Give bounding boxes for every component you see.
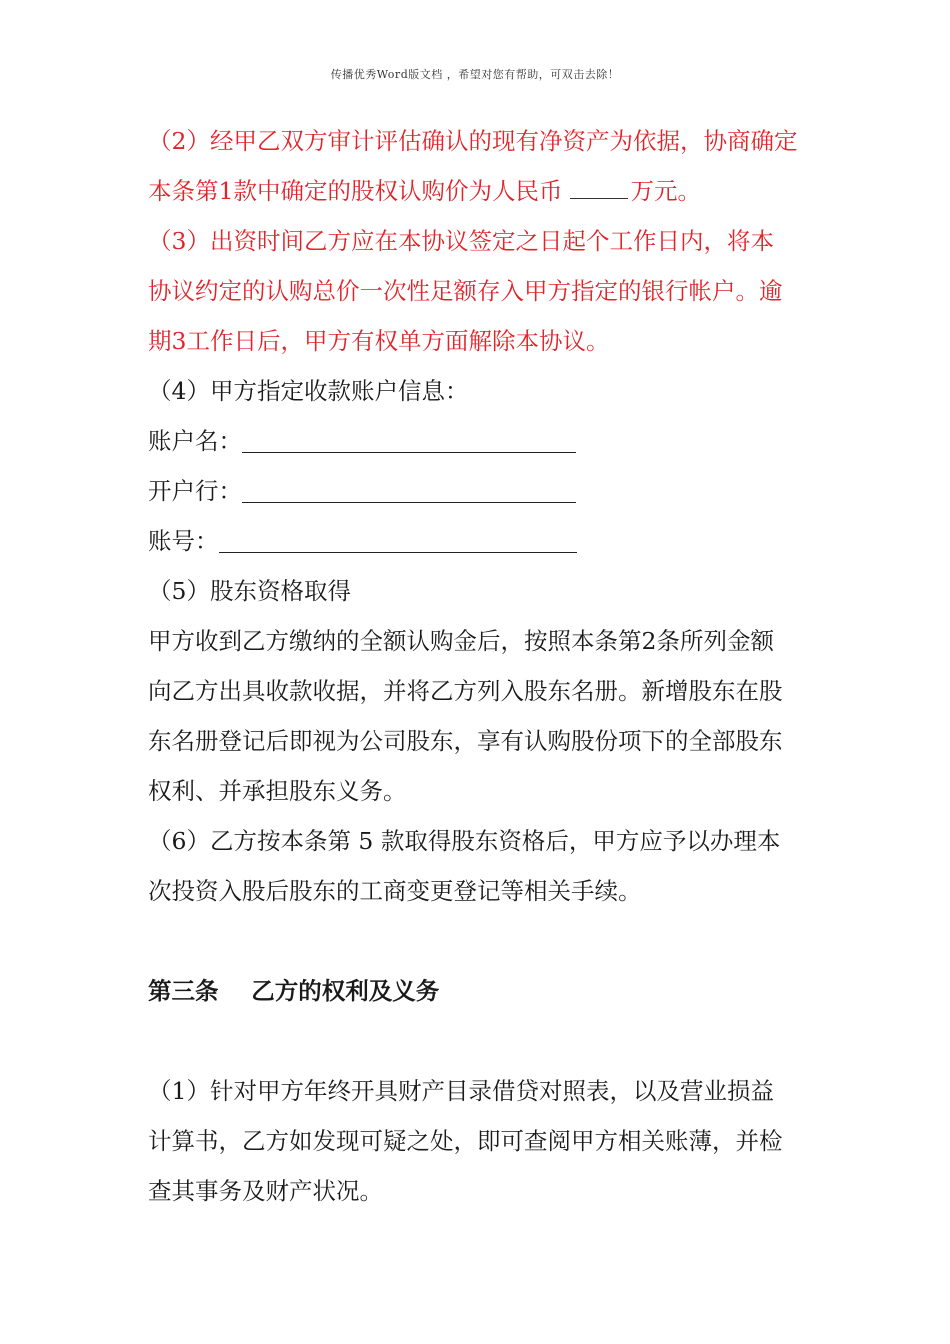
- account-number-label: 账号：: [148, 527, 219, 555]
- account-name-label: 账户名：: [148, 427, 242, 455]
- clause-5-line-2: 向乙方出具收款收据，并将乙方列入股东名册。新增股东在股: [148, 677, 783, 705]
- clause-3-line-3: 期3工作日后，甲方有权单方面解除本协议。: [148, 327, 610, 355]
- clause-4-title: （4）甲方指定收款账户信息：: [148, 377, 469, 405]
- clause-2-line-2-text: 本条第1款中确定的股权认购价为人民币: [148, 177, 563, 205]
- bank-row: [148, 466, 808, 516]
- account-number-row: [148, 516, 808, 566]
- article-3-item-1-line-3: 查其事务及财产状况。: [148, 1177, 383, 1205]
- clause-6-line-1: （6）乙方按本条第 5 款取得股东资格后，甲方应予以办理本: [148, 827, 781, 855]
- article-3-item-1-line-1: （1）针对甲方年终开具财产目录借贷对照表，以及营业损益: [148, 1077, 774, 1105]
- clause-6-line-2: 次投资入股后股东的工商变更登记等相关手续。: [148, 877, 642, 905]
- clause-5-title: （5）股东资格取得: [148, 577, 351, 605]
- clause-3-line-2: 协议约定的认购总价一次性足额存入甲方指定的银行帐户。逾: [148, 277, 783, 305]
- bank-label: 开户行：: [148, 477, 242, 505]
- clause-3-line-1: （3）出资时间乙方应在本协议签定之日起个工作日内，将本: [148, 227, 774, 255]
- price-blank[interactable]: [570, 174, 628, 199]
- document-body: [148, 116, 808, 1216]
- clause-5-line-4: 权利、并承担股东义务。: [148, 777, 407, 805]
- article-3-title: 第三条 乙方的权利及义务: [148, 977, 440, 1005]
- bank-field[interactable]: [242, 480, 576, 503]
- account-name-row: [148, 416, 808, 466]
- header-note: 传播优秀Word版文档 ，希望对您有帮助，可双击去除！: [330, 68, 620, 81]
- clause-5-line-1: 甲方收到乙方缴纳的全额认购金后，按照本条第2条所列金额: [148, 627, 774, 655]
- account-number-field[interactable]: [219, 530, 577, 553]
- clause-2-line-2-unit: 万元。: [630, 177, 701, 205]
- clause-2-line-1: （2）经甲乙双方审计评估确认的现有净资产为依据，协商确定: [148, 127, 798, 155]
- article-3-item-1-line-2: 计算书，乙方如发现可疑之处，即可查阅甲方相关账薄，并检: [148, 1127, 783, 1155]
- clause-5-line-3: 东名册登记后即视为公司股东，享有认购股份项下的全部股东: [148, 727, 783, 755]
- account-name-field[interactable]: [242, 430, 576, 453]
- clause-2-line-2: [148, 166, 808, 216]
